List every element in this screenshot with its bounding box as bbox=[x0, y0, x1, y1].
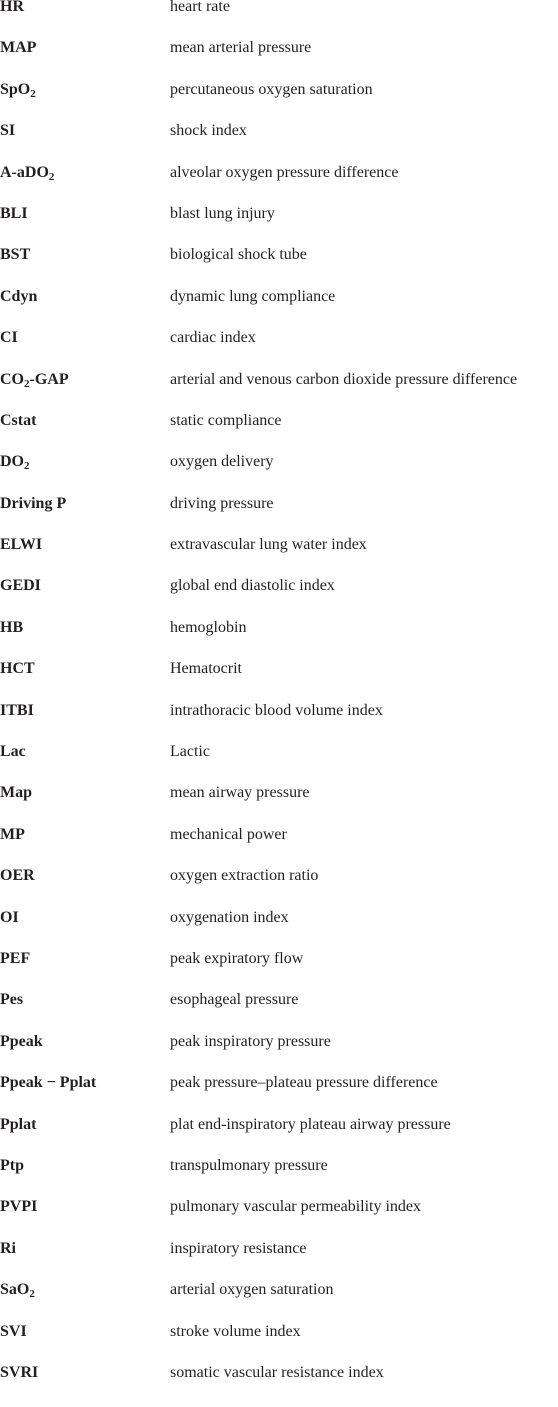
abbreviation-term-subscript: 2 bbox=[48, 170, 55, 183]
abbreviation-term-subscript: 2 bbox=[29, 1288, 35, 1301]
abbreviation-definition: transpulmonary pressure bbox=[170, 1156, 328, 1174]
abbreviation-term-subscript: 2 bbox=[24, 377, 30, 390]
abbreviation-definition: Lactic bbox=[170, 743, 210, 761]
abbreviation-definition: heart rate bbox=[170, 0, 230, 15]
abbreviation-definition: peak expiratory flow bbox=[170, 949, 304, 967]
abbreviation-row bbox=[0, 204, 558, 248]
abbreviation-term: Cstat bbox=[0, 411, 37, 429]
abbreviation-term-base: SaO bbox=[0, 1281, 30, 1299]
abbreviation-row bbox=[0, 370, 558, 414]
abbreviation-term: SVRI bbox=[0, 1363, 39, 1381]
abbreviation-definition: cardiac index bbox=[170, 329, 256, 347]
abbreviation-row bbox=[0, 786, 558, 827]
abbreviation-term: PVPI bbox=[0, 1198, 38, 1216]
abbreviation-term-base: SpO bbox=[0, 80, 31, 98]
abbreviation-row bbox=[0, 908, 558, 952]
abbreviation-row bbox=[0, 124, 558, 165]
abbreviation-definition: biological shock tube bbox=[170, 246, 307, 264]
abbreviation-term: OER bbox=[0, 867, 35, 885]
abbreviation-row bbox=[0, 1156, 558, 1200]
abbreviation-term: Pes bbox=[0, 991, 24, 1009]
abbreviation-term: Ptp bbox=[0, 1156, 24, 1174]
abbreviation-term: BLI bbox=[0, 204, 28, 222]
abbreviation-definition: driving pressure bbox=[170, 494, 274, 512]
abbreviation-definition: arterial and venous carbon dioxide pressure difference bbox=[170, 370, 518, 388]
abbreviation-term: CI bbox=[0, 329, 18, 347]
abbreviation-term: HCT bbox=[0, 660, 35, 678]
abbreviation-definition: mean airway pressure bbox=[170, 784, 310, 802]
abbreviation-definition: oxygen extraction ratio bbox=[170, 867, 319, 885]
abbreviation-definition: global end diastolic index bbox=[170, 577, 335, 595]
abbreviation-row bbox=[0, 331, 558, 372]
abbreviation-term: Ppeak bbox=[0, 1032, 43, 1050]
abbreviation-definition: static compliance bbox=[170, 411, 282, 429]
abbreviation-term: ELWI bbox=[0, 536, 43, 554]
abbreviation-definition: inspiratory resistance bbox=[170, 1239, 307, 1257]
abbreviation-row bbox=[0, 745, 558, 786]
abbreviation-row bbox=[0, 1283, 558, 1324]
abbreviation-term: SI bbox=[0, 122, 16, 140]
abbreviation-row bbox=[0, 825, 558, 869]
abbreviation-term: MAP bbox=[0, 39, 37, 57]
abbreviation-row bbox=[0, 163, 558, 207]
abbreviation-term: GEDI bbox=[0, 577, 41, 595]
abbreviation-term: Cdyn bbox=[0, 287, 38, 305]
abbreviation-row bbox=[0, 494, 558, 538]
abbreviation-term bbox=[0, 1280, 35, 1300]
abbreviation-term-suffix: -GAP bbox=[29, 370, 69, 388]
abbreviation-term: OI bbox=[0, 908, 19, 926]
abbreviation-term: Lac bbox=[0, 743, 26, 761]
abbreviation-row bbox=[0, 1200, 558, 1241]
abbreviation-term: Driving P bbox=[0, 494, 67, 512]
abbreviation-row bbox=[0, 579, 558, 620]
abbreviation-row bbox=[0, 41, 558, 82]
abbreviation-definition: intrathoracic blood volume index bbox=[170, 701, 383, 719]
abbreviation-term: PEF bbox=[0, 949, 31, 967]
abbreviation-row bbox=[0, 0, 558, 41]
abbreviation-definition: oxygenation index bbox=[170, 908, 289, 926]
abbreviation-term: ITBI bbox=[0, 701, 34, 719]
abbreviation-row bbox=[0, 618, 558, 662]
abbreviation-row bbox=[0, 701, 558, 745]
abbreviation-definition: dynamic lung compliance bbox=[170, 287, 336, 305]
abbreviation-row bbox=[0, 411, 558, 455]
abbreviation-term: Ri bbox=[0, 1239, 16, 1257]
abbreviation-term-base: A-aDO bbox=[0, 163, 49, 181]
abbreviation-row bbox=[0, 662, 558, 703]
abbreviation-row bbox=[0, 248, 558, 289]
abbreviation-row bbox=[0, 1032, 558, 1076]
abbreviation-term: MP bbox=[0, 825, 25, 843]
abbreviation-row bbox=[0, 287, 558, 331]
abbreviation-term bbox=[0, 370, 69, 390]
abbreviation-definition: pulmonary vascular permeability index bbox=[170, 1198, 422, 1216]
abbreviation-term: Ppeak − Pplat bbox=[0, 1074, 97, 1092]
abbreviation-definition: alveolar oxygen pressure difference bbox=[170, 163, 399, 181]
abbreviation-definition: esophageal pressure bbox=[170, 991, 299, 1009]
abbreviation-definition: somatic vascular resistance index bbox=[170, 1363, 384, 1381]
abbreviation-definition: mean arterial pressure bbox=[170, 39, 312, 57]
abbreviation-term-subscript: 2 bbox=[30, 87, 36, 100]
abbreviation-row bbox=[0, 949, 558, 993]
abbreviation-term: Pplat bbox=[0, 1115, 37, 1133]
abbreviation-term: BST bbox=[0, 246, 31, 264]
abbreviation-row bbox=[0, 1322, 558, 1366]
abbreviation-term: HB bbox=[0, 618, 24, 636]
abbreviation-term: SVI bbox=[0, 1322, 27, 1340]
abbreviation-definition: extravascular lung water index bbox=[170, 536, 367, 554]
abbreviation-row bbox=[0, 538, 558, 579]
abbreviation-definition: plat end-inspiratory plateau airway pressure bbox=[170, 1115, 451, 1133]
abbreviation-definition: oxygen delivery bbox=[170, 453, 274, 471]
abbreviation-term: HR bbox=[0, 0, 24, 15]
abbreviation-row bbox=[0, 80, 558, 124]
abbreviation-row bbox=[0, 1363, 558, 1407]
abbreviation-definition: mechanical power bbox=[170, 825, 287, 843]
abbreviation-definition: blast lung injury bbox=[170, 204, 275, 222]
abbreviation-row bbox=[0, 1076, 558, 1117]
abbreviation-term-base: CO bbox=[0, 370, 24, 388]
abbreviation-term-subscript: 2 bbox=[24, 460, 30, 473]
abbreviation-term bbox=[0, 163, 54, 183]
abbreviation-definition: stroke volume index bbox=[170, 1322, 301, 1340]
abbreviation-row bbox=[0, 1115, 558, 1159]
abbreviation-row bbox=[0, 455, 558, 496]
abbreviation-definition: hemoglobin bbox=[170, 618, 247, 636]
abbreviation-definition: Hematocrit bbox=[170, 660, 242, 678]
abbreviation-definition: percutaneous oxygen saturation bbox=[170, 80, 373, 98]
abbreviation-term bbox=[0, 80, 36, 100]
abbreviation-definition: peak pressure–plateau pressure difference bbox=[170, 1074, 438, 1092]
abbreviation-row bbox=[0, 1239, 558, 1283]
abbreviation-term bbox=[0, 452, 30, 472]
abbreviation-row bbox=[0, 869, 558, 910]
abbreviation-definition: shock index bbox=[170, 122, 247, 140]
abbreviation-definition: peak inspiratory pressure bbox=[170, 1032, 331, 1050]
abbreviation-row bbox=[0, 993, 558, 1034]
abbreviation-term-base: DO bbox=[0, 453, 24, 471]
abbreviation-term: Map bbox=[0, 784, 32, 802]
abbreviation-definition: arterial oxygen saturation bbox=[170, 1281, 334, 1299]
